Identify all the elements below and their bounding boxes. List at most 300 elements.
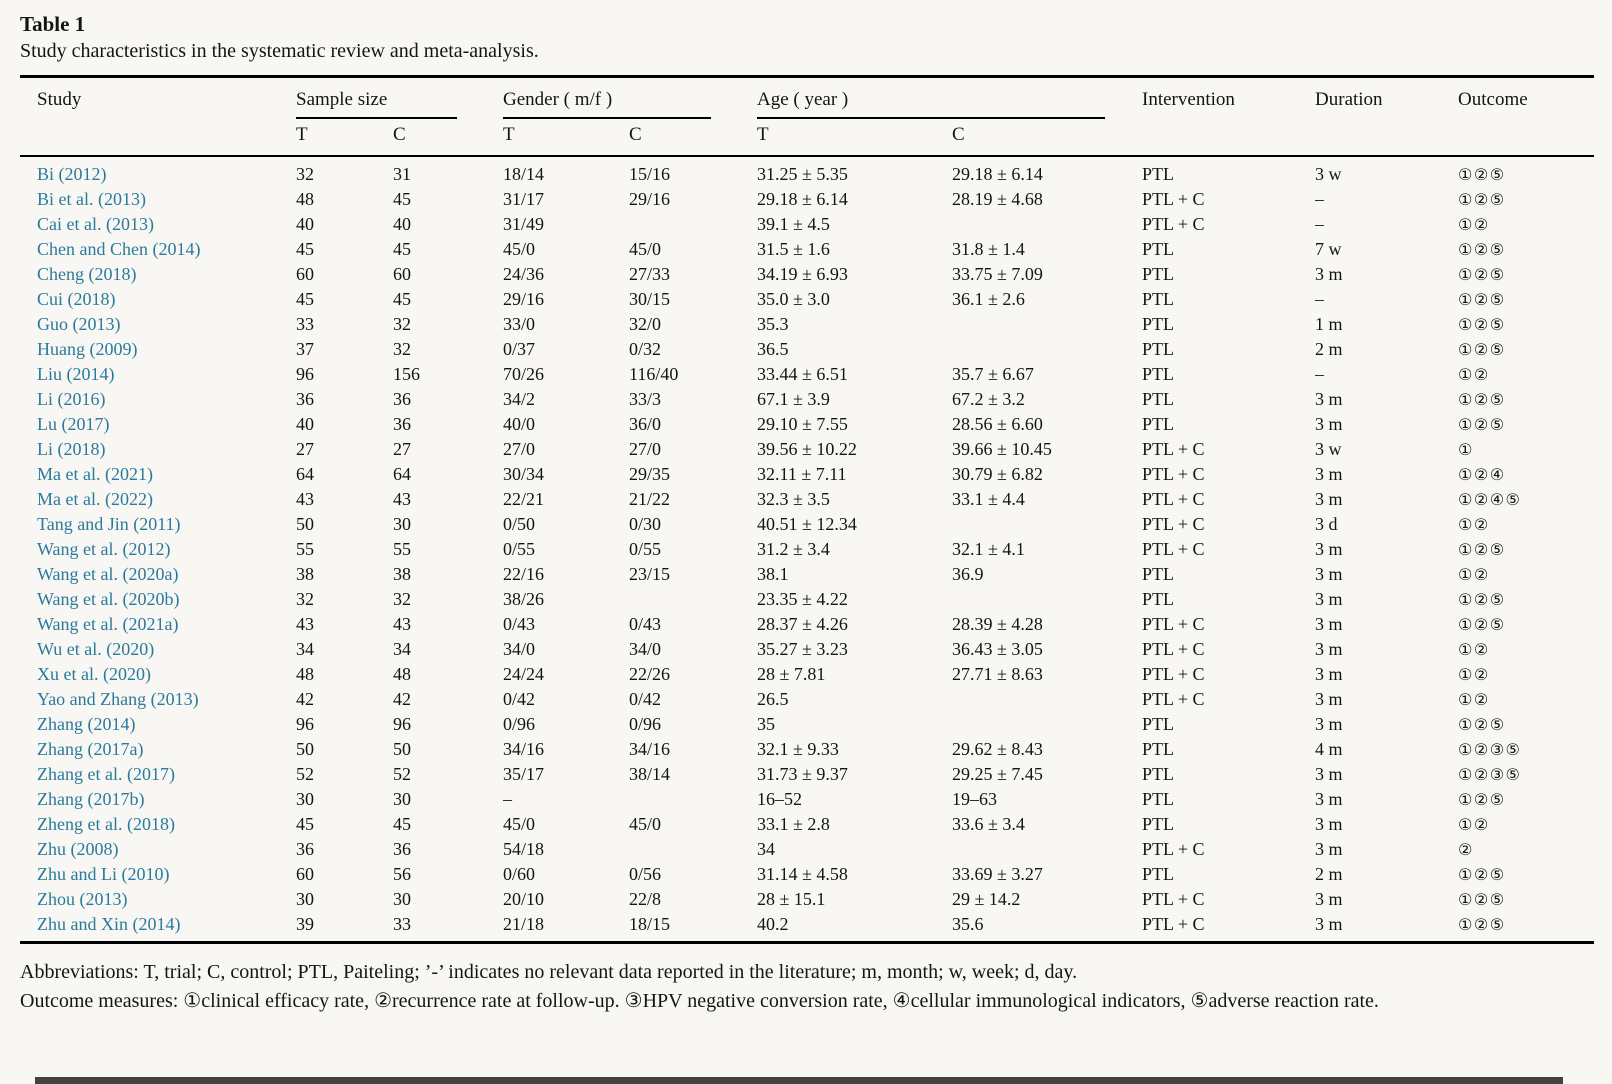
cell-sample-c: 55 (393, 539, 411, 559)
cell-intervention: PTL (1142, 589, 1175, 609)
cell-sample-t: 27 (296, 439, 314, 459)
cell-gender-t: 0/43 (503, 614, 536, 634)
cell-study (20, 762, 296, 787)
cell-sample-c: 36 (393, 389, 411, 409)
cell-study (20, 387, 296, 412)
cell-gender-c: 34/16 (629, 739, 671, 759)
cell-age-t: 31.14 ± 4.58 (757, 864, 848, 884)
cell-study (20, 537, 296, 562)
study-citation-link[interactable]: Li (2016) (37, 389, 106, 409)
table-row (20, 662, 1594, 687)
cell-sample-t: 30 (296, 789, 314, 809)
cell-age-t: 16–52 (757, 789, 802, 809)
cell-intervention: PTL (1142, 364, 1175, 384)
cell-gender-c: 36/0 (629, 414, 662, 434)
cell-duration: 7 w (1315, 239, 1342, 259)
cell-outcome: ①②④ (1458, 465, 1506, 484)
cell-age-t: 39.1 ± 4.5 (757, 214, 830, 234)
cell-study (20, 156, 296, 187)
study-citation-link[interactable]: Guo (2013) (37, 314, 121, 334)
cell-outcome: ①②⑤ (1458, 315, 1506, 334)
cell-age-c: 33.6 ± 3.4 (952, 814, 1025, 834)
cell-sample-t: 40 (296, 214, 314, 234)
subheader-age-c: C (952, 119, 1142, 156)
cell-study (20, 812, 296, 837)
table-row (20, 156, 1594, 187)
cell-duration: 3 m (1315, 564, 1343, 584)
cell-intervention: PTL + C (1142, 464, 1205, 484)
header-study: Study (20, 77, 296, 157)
cell-intervention: PTL (1142, 714, 1175, 734)
cell-intervention: PTL (1142, 339, 1175, 359)
cell-sample-c: 42 (393, 689, 411, 709)
study-citation-link[interactable]: Zheng et al. (2018) (37, 814, 175, 834)
cell-study (20, 737, 296, 762)
cell-gender-c: 21/22 (629, 489, 671, 509)
cell-sample-t: 52 (296, 764, 314, 784)
cell-duration: 3 m (1315, 264, 1343, 284)
cell-intervention: PTL (1142, 264, 1175, 284)
cell-gender-c: 0/56 (629, 864, 662, 884)
cell-gender-c: 0/30 (629, 514, 662, 534)
cell-gender-t: 40/0 (503, 414, 536, 434)
cell-age-t: 28 ± 7.81 (757, 664, 826, 684)
study-citation-link[interactable]: Zhang et al. (2017) (37, 764, 175, 784)
study-citation-link[interactable]: Cai et al. (2013) (37, 214, 154, 234)
cell-duration: 3 m (1315, 589, 1343, 609)
study-citation-link[interactable]: Zhang (2017a) (37, 739, 144, 759)
cell-age-c (952, 712, 1142, 737)
header-sample-size: Sample size (296, 77, 503, 120)
cell-study (20, 412, 296, 437)
cell-outcome: ①②⑤ (1458, 240, 1506, 259)
cell-gender-t: 0/96 (503, 714, 536, 734)
cell-study (20, 462, 296, 487)
cell-sample-c: 64 (393, 464, 411, 484)
cell-age-t: 40.2 (757, 912, 952, 943)
cell-sample-t: 96 (296, 364, 314, 384)
cell-gender-t: 22/16 (503, 564, 545, 584)
cell-age-t: 31.2 ± 3.4 (757, 539, 830, 559)
cell-age-t: 31.25 ± 5.35 (757, 164, 848, 184)
study-citation-link[interactable]: Chen and Chen (2014) (37, 239, 201, 259)
cell-duration: 3 m (1315, 912, 1458, 943)
cell-age-c: 28.39 ± 4.28 (952, 614, 1043, 634)
cell-outcome: ①②⑤ (1458, 865, 1506, 884)
cell-outcome: ①②⑤ (1458, 190, 1506, 209)
cell-intervention: PTL + C (1142, 839, 1205, 859)
study-citation-link[interactable]: Yao and Zhang (2013) (37, 689, 199, 709)
study-characteristics-table (20, 75, 1594, 944)
cell-intervention: PTL (1142, 739, 1175, 759)
cell-age-c: 27.71 ± 8.63 (952, 664, 1043, 684)
cell-gender-c: 0/55 (629, 539, 662, 559)
cell-sample-c: 38 (393, 564, 411, 584)
cell-gender-c (629, 787, 757, 812)
cell-intervention: PTL (1142, 764, 1175, 784)
cell-age-c: 19–63 (952, 789, 997, 809)
table-row (20, 412, 1594, 437)
cell-age-t: 29.18 ± 6.14 (757, 189, 848, 209)
cell-age-c: 31.8 ± 1.4 (952, 239, 1025, 259)
header-outcome: Outcome (1458, 77, 1594, 157)
cell-intervention: PTL + C (1142, 664, 1205, 684)
cell-age-t: 32.11 ± 7.11 (757, 464, 847, 484)
cell-sample-t: 50 (296, 514, 314, 534)
cell-intervention: PTL (1142, 414, 1175, 434)
table-caption: Study characteristics in the systematic review and meta-analysis. (20, 40, 539, 62)
cell-duration: 3 m (1315, 814, 1343, 834)
cell-study (20, 912, 296, 943)
cell-sample-c: 34 (393, 639, 411, 659)
cell-study (20, 312, 296, 337)
study-citation-link[interactable]: Bi (2012) (37, 164, 107, 184)
cell-duration: 4 m (1315, 739, 1343, 759)
cell-age-t: 36.5 (757, 339, 789, 359)
cell-sample-t: 39 (296, 912, 393, 943)
cell-sample-t: 43 (296, 489, 314, 509)
table-row (20, 262, 1594, 287)
study-citation-link[interactable]: Li (2018) (37, 439, 106, 459)
cell-study (20, 362, 296, 387)
cell-duration: 3 m (1315, 414, 1343, 434)
cell-sample-t: 30 (296, 889, 314, 909)
cell-age-c: 28.56 ± 6.60 (952, 414, 1043, 434)
cell-duration: – (1315, 364, 1325, 384)
table-row (20, 487, 1594, 512)
table-row (20, 712, 1594, 737)
cell-gender-c: 0/42 (629, 689, 662, 709)
cell-intervention: PTL + C (1142, 912, 1315, 943)
cell-study (20, 862, 296, 887)
cell-duration: 3 w (1315, 164, 1342, 184)
cell-sample-t: 48 (296, 664, 314, 684)
footnote-outcome-measures: Outcome measures: ①clinical efficacy rate, ②recurrence rate at follow-up. ③HPV negative conversion rate, ④cellular immunological indicators, ⑤adverse reaction rate. (20, 990, 1379, 1012)
cell-age-t: 32.1 ± 9.33 (757, 739, 839, 759)
cell-outcome: ①②⑤ (1458, 340, 1506, 359)
cell-study (20, 662, 296, 687)
cell-sample-c: 33 (393, 912, 503, 943)
cell-sample-t: 43 (296, 614, 314, 634)
table-body (20, 156, 1594, 943)
table-row (20, 512, 1594, 537)
cell-duration: 3 m (1315, 539, 1343, 559)
cell-duration: 3 w (1315, 439, 1342, 459)
cell-age-t: 23.35 ± 4.22 (757, 589, 848, 609)
cell-age-c: 35.7 ± 6.67 (952, 364, 1034, 384)
cell-duration: 3 m (1315, 764, 1343, 784)
subheader-gender-c: C (629, 119, 757, 156)
study-citation-link[interactable]: Bi et al. (2013) (37, 189, 146, 209)
cell-gender-t: 20/10 (503, 889, 545, 909)
cell-duration: 3 m (1315, 889, 1343, 909)
cell-sample-c: 36 (393, 414, 411, 434)
study-citation-link[interactable]: Wang et al. (2020a) (37, 564, 179, 584)
cell-age-t: 34.19 ± 6.93 (757, 264, 848, 284)
cell-outcome: ①②⑤ (1458, 290, 1506, 309)
study-citation-link[interactable]: Wang et al. (2021a) (37, 614, 179, 634)
cell-gender-t: 34/2 (503, 389, 536, 409)
cell-age-c: 39.66 ± 10.45 (952, 439, 1052, 459)
cell-study (20, 787, 296, 812)
cell-outcome: ② (1458, 840, 1474, 859)
study-citation-link[interactable]: Liu (2014) (37, 364, 115, 384)
study-citation-link[interactable]: Zhang (2017b) (37, 789, 145, 809)
cell-intervention: PTL (1142, 564, 1175, 584)
cell-sample-c: 31 (393, 164, 411, 184)
cell-gender-c: 116/40 (629, 364, 679, 384)
cell-sample-t: 32 (296, 164, 314, 184)
cell-duration: 3 m (1315, 689, 1343, 709)
cell-gender-t: 18/14 (503, 164, 545, 184)
table-row (20, 862, 1594, 887)
study-citation-link[interactable]: Lu (2017) (37, 414, 110, 434)
cell-sample-t: 50 (296, 739, 314, 759)
cell-intervention: PTL (1142, 289, 1175, 309)
cell-outcome: ①②⑤ (1458, 415, 1506, 434)
cell-sample-c: 32 (393, 314, 411, 334)
cell-outcome: ①②③⑤ (1458, 765, 1522, 784)
cell-gender-c: 38/14 (629, 764, 671, 784)
cell-duration: 2 m (1315, 339, 1343, 359)
cell-age-t: 40.51 ± 12.34 (757, 514, 857, 534)
cell-age-c (952, 212, 1142, 237)
cell-outcome: ①②⑤ (1458, 912, 1594, 943)
cell-outcome: ①②⑤ (1458, 540, 1506, 559)
study-citation-link[interactable]: Ma et al. (2021) (37, 464, 153, 484)
cell-outcome: ①② (1458, 365, 1490, 384)
cell-sample-c: 56 (393, 864, 411, 884)
cell-sample-t: 37 (296, 339, 314, 359)
table-row (20, 537, 1594, 562)
cell-outcome: ①②⑤ (1458, 390, 1506, 409)
subheader-age-t: T (757, 119, 952, 156)
cell-gender-c: 45/0 (629, 814, 662, 834)
cell-gender-c: 33/3 (629, 389, 662, 409)
cell-age-c: 36.9 (952, 564, 984, 584)
cell-age-t: 31.73 ± 9.37 (757, 764, 848, 784)
study-citation-link[interactable]: Wang et al. (2012) (37, 539, 171, 559)
study-citation-link[interactable]: Cui (2018) (37, 289, 116, 309)
study-citation-link[interactable]: Cheng (2018) (37, 264, 137, 284)
cell-gender-t: 33/0 (503, 314, 536, 334)
cell-age-t: 28 ± 15.1 (757, 889, 826, 909)
study-citation-link[interactable]: Zhu (2008) (37, 839, 119, 859)
cell-study (20, 512, 296, 537)
cell-intervention: PTL (1142, 164, 1175, 184)
cell-sample-t: 96 (296, 714, 314, 734)
cell-sample-t: 60 (296, 264, 314, 284)
cell-gender-t: 0/37 (503, 339, 536, 359)
cell-age-c: 36.1 ± 2.6 (952, 289, 1025, 309)
cell-study (20, 687, 296, 712)
table-row (20, 462, 1594, 487)
cell-intervention: PTL (1142, 389, 1175, 409)
cell-gender-c: 32/0 (629, 314, 662, 334)
cell-gender-c: 22/26 (629, 664, 671, 684)
cell-gender-t: 0/55 (503, 539, 536, 559)
study-citation-link[interactable]: Zhang (2014) (37, 714, 136, 734)
cell-gender-t: 30/34 (503, 464, 545, 484)
cell-age-c (952, 312, 1142, 337)
table-row (20, 287, 1594, 312)
cell-age-c (952, 587, 1142, 612)
cell-study (20, 487, 296, 512)
cell-sample-c: 45 (393, 814, 411, 834)
study-citation-link[interactable]: Zhu and Li (2010) (37, 864, 170, 884)
table-row (20, 912, 1594, 943)
cell-outcome: ①② (1458, 665, 1490, 684)
cell-sample-t: 64 (296, 464, 314, 484)
cell-age-c (952, 512, 1142, 537)
cell-study (20, 712, 296, 737)
cell-outcome: ①②⑤ (1458, 890, 1506, 909)
cell-gender-c: 22/8 (629, 889, 662, 909)
table-content (20, 12, 1594, 1016)
cell-sample-c: 36 (393, 839, 411, 859)
cell-gender-c: 0/96 (629, 714, 662, 734)
cell-duration: – (1315, 189, 1325, 209)
cell-gender-c: 45/0 (629, 239, 662, 259)
cell-sample-t: 32 (296, 589, 314, 609)
cell-intervention: PTL (1142, 814, 1175, 834)
cell-sample-c: 45 (393, 289, 411, 309)
table-row (20, 387, 1594, 412)
study-citation-link[interactable]: Tang and Jin (2011) (37, 514, 181, 534)
cell-study (20, 562, 296, 587)
subheader-gender-t: T (503, 119, 629, 156)
cell-intervention: PTL + C (1142, 214, 1205, 234)
cell-age-t: 34 (757, 839, 775, 859)
table-footnotes (20, 958, 1580, 1016)
cell-intervention: PTL (1142, 864, 1175, 884)
cell-gender-t: 34/16 (503, 739, 545, 759)
table-row (20, 887, 1594, 912)
cell-gender-c: 27/0 (629, 439, 662, 459)
cell-sample-c: 45 (393, 239, 411, 259)
header-age: Age ( year ) (757, 77, 1142, 120)
cell-gender-t: – (503, 789, 512, 809)
table-row (20, 337, 1594, 362)
cell-gender-t: 70/26 (503, 364, 545, 384)
cell-sample-c: 50 (393, 739, 411, 759)
cell-age-c: 32.1 ± 4.1 (952, 539, 1025, 559)
cell-gender-t: 27/0 (503, 439, 536, 459)
cell-sample-t: 48 (296, 189, 314, 209)
cell-duration: – (1315, 289, 1325, 309)
cell-study (20, 587, 296, 612)
cell-age-t: 28.37 ± 4.26 (757, 614, 848, 634)
cell-gender-c: 27/33 (629, 264, 671, 284)
study-citation-link[interactable]: Wu et al. (2020) (37, 639, 155, 659)
cell-outcome: ①② (1458, 640, 1490, 659)
header-gender: Gender ( m/f ) (503, 77, 757, 120)
cell-age-t: 35.0 ± 3.0 (757, 289, 830, 309)
cell-age-c: 29.18 ± 6.14 (952, 164, 1043, 184)
cell-intervention: PTL + C (1142, 689, 1205, 709)
study-citation-link[interactable]: Huang (2009) (37, 339, 138, 359)
cell-outcome: ①② (1458, 690, 1490, 709)
cell-gender-t: 34/0 (503, 639, 536, 659)
study-citation-link[interactable]: Zhou (2013) (37, 889, 128, 909)
cell-gender-t: 24/24 (503, 664, 545, 684)
cell-gender-c (629, 212, 757, 237)
study-citation-link[interactable]: Zhu and Xin (2014) (37, 914, 181, 934)
table-row (20, 687, 1594, 712)
cell-age-c (952, 837, 1142, 862)
cell-age-c: 33.1 ± 4.4 (952, 489, 1025, 509)
cell-gender-c (629, 837, 757, 862)
table-row (20, 762, 1594, 787)
cell-gender-t: 29/16 (503, 289, 545, 309)
table-row (20, 787, 1594, 812)
cell-outcome: ①② (1458, 565, 1490, 584)
cell-age-t: 33.44 ± 6.51 (757, 364, 848, 384)
cell-gender-c: 0/43 (629, 614, 662, 634)
cell-gender-t: 45/0 (503, 239, 536, 259)
cell-duration: 3 m (1315, 664, 1343, 684)
cell-study (20, 612, 296, 637)
table-row (20, 312, 1594, 337)
cell-duration: 3 m (1315, 789, 1343, 809)
cell-duration: 3 m (1315, 614, 1343, 634)
cell-intervention: PTL + C (1142, 189, 1205, 209)
table-row (20, 212, 1594, 237)
study-citation-link[interactable]: Wang et al. (2020b) (37, 589, 180, 609)
cell-sample-c: 43 (393, 489, 411, 509)
cell-study (20, 887, 296, 912)
table-row (20, 587, 1594, 612)
table-row (20, 562, 1594, 587)
cell-outcome: ①②③⑤ (1458, 740, 1522, 759)
cell-gender-t: 0/42 (503, 689, 536, 709)
cell-outcome: ①②⑤ (1458, 615, 1506, 634)
cell-intervention: PTL + C (1142, 439, 1205, 459)
cell-sample-c: 60 (393, 264, 411, 284)
study-citation-link[interactable]: Xu et al. (2020) (37, 664, 151, 684)
cell-gender-c: 0/32 (629, 339, 662, 359)
cell-duration: 3 m (1315, 839, 1343, 859)
cell-age-c: 35.6 (952, 912, 1142, 943)
study-citation-link[interactable]: Ma et al. (2022) (37, 489, 153, 509)
cell-study (20, 287, 296, 312)
cell-age-c: 29.25 ± 7.45 (952, 764, 1043, 784)
cell-study (20, 187, 296, 212)
cell-age-t: 31.5 ± 1.6 (757, 239, 830, 259)
cell-gender-t: 24/36 (503, 264, 545, 284)
cell-intervention: PTL (1142, 789, 1175, 809)
table-label: Table 1 (20, 12, 86, 36)
cell-sample-c: 156 (393, 364, 420, 384)
cell-gender-c: 29/35 (629, 464, 671, 484)
cell-intervention: PTL + C (1142, 889, 1205, 909)
subheader-sample-c: C (393, 119, 503, 156)
cell-sample-c: 30 (393, 889, 411, 909)
cell-intervention: PTL (1142, 314, 1175, 334)
table-row (20, 437, 1594, 462)
cell-gender-t: 35/17 (503, 764, 545, 784)
cell-age-c (952, 687, 1142, 712)
cell-gender-t: 22/21 (503, 489, 545, 509)
cell-sample-t: 36 (296, 389, 314, 409)
cell-duration: 3 m (1315, 489, 1343, 509)
cell-gender-c: 29/16 (629, 189, 671, 209)
cell-age-c: 29 ± 14.2 (952, 889, 1021, 909)
cell-sample-t: 42 (296, 689, 314, 709)
cell-sample-c: 96 (393, 714, 411, 734)
cell-sample-c: 43 (393, 614, 411, 634)
cell-outcome: ①②⑤ (1458, 590, 1506, 609)
